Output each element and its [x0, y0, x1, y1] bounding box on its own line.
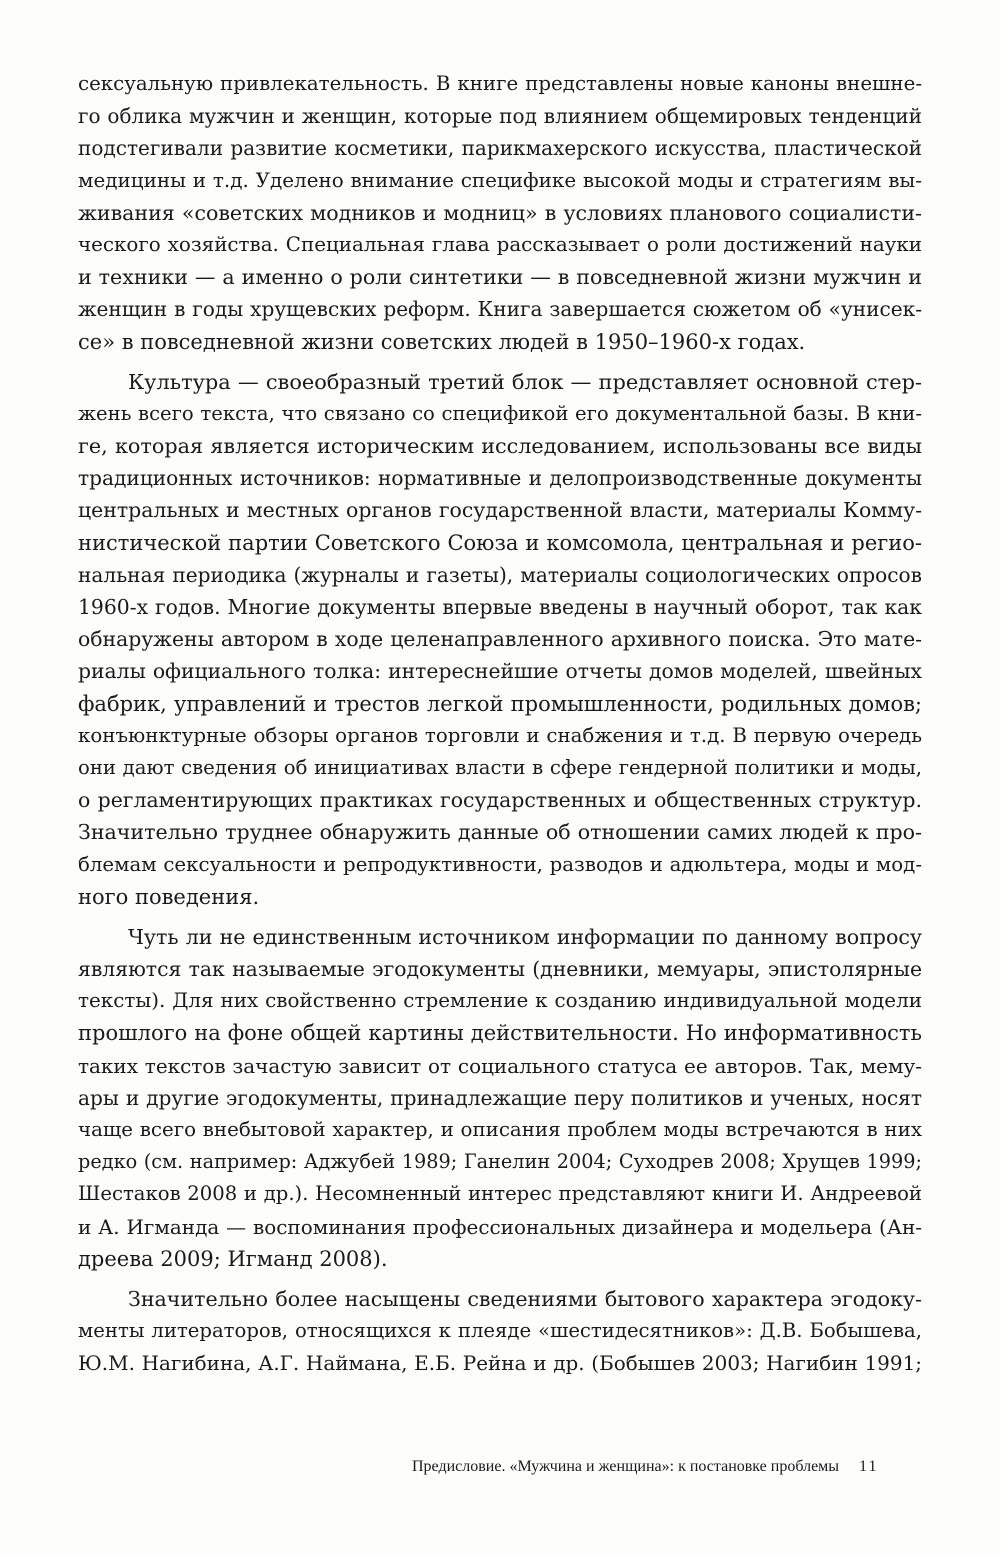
text-line: медицины и т.д. Уделено внимание специфике высокой моды и стратегиям вы- [78, 168, 922, 192]
text-line: ге, которая является историческим исследованием, использованы все виды [78, 434, 922, 459]
page-number: 11 [859, 1458, 879, 1475]
page-footer [412, 1458, 932, 1482]
text-line: фабрик, управлений и трестов легкой промышленности, родильных домов; [78, 691, 922, 716]
text-line: и А. Игманда — воспоминания профессиональных дизайнера и модельера (Ан- [78, 1214, 922, 1239]
body-text [78, 68, 922, 1380]
text-line: ного поведения. [78, 884, 260, 909]
text-line: 1960-х годов. Многие документы впервые введены в научный оборот, так как [78, 595, 922, 619]
text-line: менты литераторов, относящихся к плеяде «шестидесятников»: Д.В. Бобышева, [78, 1319, 922, 1343]
text-line: прошлого на фоне общей картины действительности. Но информативность [78, 1021, 922, 1046]
text-line: блемам сексуальности и репродуктивности, разводов и адюльтера, моды и мод- [78, 852, 922, 876]
text-line: сексуальную привлекательность. В книге представлены новые каноны внешне- [78, 72, 922, 95]
text-line: являются так называемые эгодокументы (дневники, мемуары, эпистолярные [78, 957, 922, 982]
text-line: Значительно труднее обнаружить данные об отношении самих людей к про- [78, 820, 922, 845]
text-line: обнаружены автором в ходе целенаправленного архивного поиска. Это мате- [78, 627, 922, 652]
text-line: центральных и местных органов государственной власти, материалы Комму- [78, 498, 922, 523]
text-line: они дают сведения об инициативах власти в сфере гендерной политики и моды, [78, 755, 922, 779]
text-line: риалы официального толка: интереснейшие отчеты домов моделей, швейных [78, 659, 922, 684]
text-line: чаще всего внебытовой характер, и описания проблем моды встречаются в них [78, 1118, 922, 1141]
text-line: нистической партии Советского Союза и комсомола, центральная и регио- [78, 530, 922, 555]
text-line: редко (см. например: Аджубей 1989; Ганелин 2004; Суходрев 2008; Хрущев 1999; [78, 1150, 922, 1174]
text-line: нальная периодика (журналы и газеты), материалы социологических опросов [78, 562, 922, 587]
text-line: го облика мужчин и женщин, которые под влиянием общемировых тенденций [78, 104, 922, 129]
paragraph-gap [78, 1275, 922, 1283]
text-line: таких текстов зачастую зависит от социального статуса ее авторов. Так, мему- [78, 1053, 922, 1078]
text-line: се» в повседневной жизни советских людей в 1950–1960-х годах. [78, 329, 806, 354]
text-line: ческого хозяйства. Специальная глава рассказывает о роли достижений науки [78, 232, 922, 256]
text-line: ары и другие эгодокументы, принадлежащие перу политиков и ученых, носят [78, 1085, 922, 1110]
text-line: живания «советских модников и модниц» в условиях планового социалисти- [78, 200, 922, 225]
text-line: тексты). Для них свойственно стремление к созданию индивидуальной модели [78, 989, 922, 1013]
text-line: дреева 2009; Игманд 2008). [78, 1246, 388, 1271]
paragraph-gap [78, 358, 922, 366]
text-line: Шестаков 2008 и др.). Несомненный интерес представляют книги И. Андреевой [78, 1182, 922, 1206]
text-line: конъюнктурные обзоры органов торговли и снабжения и т.д. В первую очередь [78, 723, 922, 747]
text-line: Значительно более насыщены сведениями бытового характера эгодоку- [128, 1286, 922, 1311]
paragraph-gap [78, 913, 922, 921]
text-line: Ю.М. Нагибина, А.Г. Наймана, Е.Б. Рейна и др. (Бобышев 2003; Нагибин 1991; [78, 1351, 922, 1376]
text-line: о регламентирующих практиках государственных и общественных структур. [78, 788, 922, 813]
text-line: подстегивали развитие косметики, парикмахерского искусства, пластической [78, 136, 922, 161]
text-line: традиционных источников: нормативные и делопроизводственные документы [78, 466, 922, 491]
text-line: и техники — а именно о роли синтетики — в повседневной жизни мужчин и [78, 265, 922, 290]
text-line: женщин в годы хрущевских реформ. Книга завершается сюжетом об «унисек- [78, 297, 922, 322]
text-line: Чуть ли не единственным источником информации по данному вопросу [128, 924, 922, 949]
running-title: Предисловие. «Мужчина и женщина»: к постановке проблемы [412, 1458, 840, 1475]
text-line: жень всего текста, что связано со спецификой его документальной базы. В кни- [78, 401, 922, 425]
text-line: Культура — своеобразный третий блок — представляет основной стер- [128, 369, 922, 394]
